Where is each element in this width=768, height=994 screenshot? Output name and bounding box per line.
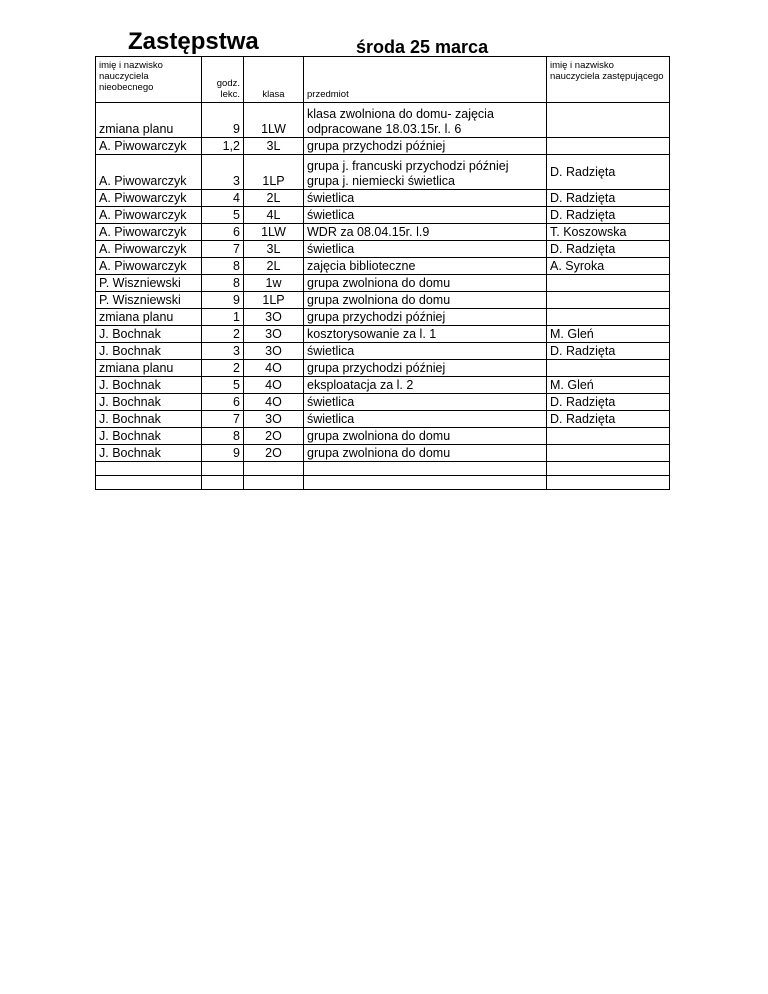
lesson-cell: 9 [202, 292, 244, 309]
class-cell: 3O [244, 343, 304, 360]
subject-cell: świetlica [304, 394, 547, 411]
substitute-teacher-cell: T. Koszowska [547, 224, 670, 241]
lesson-cell: 1 [202, 309, 244, 326]
subject-cell: grupa zwolniona do domu [304, 275, 547, 292]
empty-cell [547, 462, 670, 476]
absent-teacher-cell: A. Piwowarczyk [96, 155, 202, 190]
table-row [96, 394, 670, 411]
class-cell: 4L [244, 207, 304, 224]
table-row [96, 190, 670, 207]
substitute-teacher-cell [547, 292, 670, 309]
class-cell: 4O [244, 360, 304, 377]
class-cell: 4O [244, 377, 304, 394]
class-cell: 3O [244, 309, 304, 326]
empty-cell [202, 476, 244, 490]
absent-teacher-cell: J. Bochnak [96, 394, 202, 411]
subject-cell: świetlica [304, 241, 547, 258]
class-cell: 1w [244, 275, 304, 292]
lesson-cell: 5 [202, 377, 244, 394]
header-substitute-teacher: imię i nazwisko nauczyciela zastępującego [547, 57, 670, 103]
table-row [96, 224, 670, 241]
substitute-teacher-cell: D. Radzięta [547, 241, 670, 258]
subject-cell: grupa zwolniona do domu [304, 292, 547, 309]
substitute-teacher-cell: D. Radzięta [547, 190, 670, 207]
lesson-cell: 3 [202, 343, 244, 360]
subject-cell: grupa przychodzi później [304, 309, 547, 326]
empty-cell [96, 476, 202, 490]
empty-cell [202, 462, 244, 476]
subject-cell: kosztorysowanie za l. 1 [304, 326, 547, 343]
header-subject: przedmiot [304, 57, 547, 103]
class-cell: 2L [244, 190, 304, 207]
absent-teacher-cell: zmiana planu [96, 309, 202, 326]
absent-teacher-cell: A. Piwowarczyk [96, 258, 202, 275]
subject-cell: zajęcia biblioteczne [304, 258, 547, 275]
subject-cell: grupa j. francuski przychodzi później grupa j. niemiecki świetlica [304, 155, 547, 190]
absent-teacher-cell: J. Bochnak [96, 377, 202, 394]
substitute-teacher-cell: D. Radzięta [547, 155, 670, 190]
lesson-cell: 1,2 [202, 138, 244, 155]
subject-cell: grupa przychodzi później [304, 138, 547, 155]
table-row [96, 207, 670, 224]
absent-teacher-cell: P. Wiszniewski [96, 275, 202, 292]
absent-teacher-cell: zmiana planu [96, 103, 202, 138]
empty-row [96, 476, 670, 490]
empty-cell [244, 462, 304, 476]
header-lesson: godz. lekc. [202, 57, 244, 103]
substitute-teacher-cell [547, 275, 670, 292]
absent-teacher-cell: A. Piwowarczyk [96, 138, 202, 155]
lesson-cell: 6 [202, 394, 244, 411]
table-row [96, 241, 670, 258]
lesson-cell: 2 [202, 360, 244, 377]
substitute-teacher-cell: D. Radzięta [547, 207, 670, 224]
class-cell: 1LW [244, 103, 304, 138]
absent-teacher-cell: A. Piwowarczyk [96, 241, 202, 258]
substitute-teacher-cell: M. Gleń [547, 326, 670, 343]
page-title: Zastępstwa [128, 28, 259, 55]
class-cell: 4O [244, 394, 304, 411]
substitute-teacher-cell: D. Radzięta [547, 411, 670, 428]
class-cell: 1LP [244, 155, 304, 190]
lesson-cell: 8 [202, 258, 244, 275]
lesson-cell: 6 [202, 224, 244, 241]
absent-teacher-cell: A. Piwowarczyk [96, 190, 202, 207]
header-class: klasa [244, 57, 304, 103]
subject-cell: świetlica [304, 207, 547, 224]
substitute-teacher-cell: M. Gleń [547, 377, 670, 394]
class-cell: 2O [244, 428, 304, 445]
class-cell: 3L [244, 138, 304, 155]
substitutions-table [95, 56, 670, 490]
table-row [96, 428, 670, 445]
subject-cell: WDR za 08.04.15r. l.9 [304, 224, 547, 241]
table-row [96, 309, 670, 326]
class-cell: 1LP [244, 292, 304, 309]
table-row [96, 445, 670, 462]
empty-cell [244, 476, 304, 490]
absent-teacher-cell: J. Bochnak [96, 428, 202, 445]
empty-cell [304, 476, 547, 490]
absent-teacher-cell: A. Piwowarczyk [96, 224, 202, 241]
table-row [96, 411, 670, 428]
subject-cell: grupa przychodzi później [304, 360, 547, 377]
subject-cell: świetlica [304, 190, 547, 207]
header-row [96, 57, 670, 103]
subject-cell: eksploatacja za l. 2 [304, 377, 547, 394]
absent-teacher-cell: J. Bochnak [96, 326, 202, 343]
date-heading: środa 25 marca [356, 37, 489, 57]
absent-teacher-cell: A. Piwowarczyk [96, 207, 202, 224]
class-cell: 1LW [244, 224, 304, 241]
substitute-teacher-cell [547, 360, 670, 377]
table-row [96, 360, 670, 377]
table-row [96, 326, 670, 343]
class-cell: 3O [244, 411, 304, 428]
class-cell: 2L [244, 258, 304, 275]
lesson-cell: 7 [202, 241, 244, 258]
substitute-teacher-cell [547, 138, 670, 155]
class-cell: 3O [244, 326, 304, 343]
table-row [96, 292, 670, 309]
absent-teacher-cell: J. Bochnak [96, 343, 202, 360]
subject-cell: grupa zwolniona do domu [304, 445, 547, 462]
subject-cell: grupa zwolniona do domu [304, 428, 547, 445]
absent-teacher-cell: zmiana planu [96, 360, 202, 377]
lesson-cell: 9 [202, 445, 244, 462]
substitute-teacher-cell: D. Radzięta [547, 394, 670, 411]
lesson-cell: 8 [202, 275, 244, 292]
substitute-teacher-cell [547, 309, 670, 326]
subject-cell: świetlica [304, 411, 547, 428]
absent-teacher-cell: J. Bochnak [96, 445, 202, 462]
substitute-teacher-cell: A. Syroka [547, 258, 670, 275]
table-row [96, 275, 670, 292]
absent-teacher-cell: J. Bochnak [96, 411, 202, 428]
table-row [96, 138, 670, 155]
class-cell: 2O [244, 445, 304, 462]
subject-cell: świetlica [304, 343, 547, 360]
table-row [96, 343, 670, 360]
substitute-teacher-cell: D. Radzięta [547, 343, 670, 360]
header-absent-teacher: imię i nazwisko nauczyciela nieobecnego [96, 57, 202, 103]
lesson-cell: 9 [202, 103, 244, 138]
table-row [96, 258, 670, 275]
table-row [96, 155, 670, 190]
substitute-teacher-cell [547, 445, 670, 462]
substitute-teacher-cell [547, 103, 670, 138]
absent-teacher-cell: P. Wiszniewski [96, 292, 202, 309]
empty-cell [304, 462, 547, 476]
lesson-cell: 2 [202, 326, 244, 343]
lesson-cell: 3 [202, 155, 244, 190]
empty-row [96, 462, 670, 476]
subject-cell: klasa zwolniona do domu- zajęcia odpracowane 18.03.15r. l. 6 [304, 103, 547, 138]
lesson-cell: 5 [202, 207, 244, 224]
lesson-cell: 4 [202, 190, 244, 207]
substitute-teacher-cell [547, 428, 670, 445]
lesson-cell: 7 [202, 411, 244, 428]
table-row [96, 103, 670, 138]
empty-cell [96, 462, 202, 476]
lesson-cell: 8 [202, 428, 244, 445]
table-row [96, 377, 670, 394]
empty-cell [547, 476, 670, 490]
class-cell: 3L [244, 241, 304, 258]
